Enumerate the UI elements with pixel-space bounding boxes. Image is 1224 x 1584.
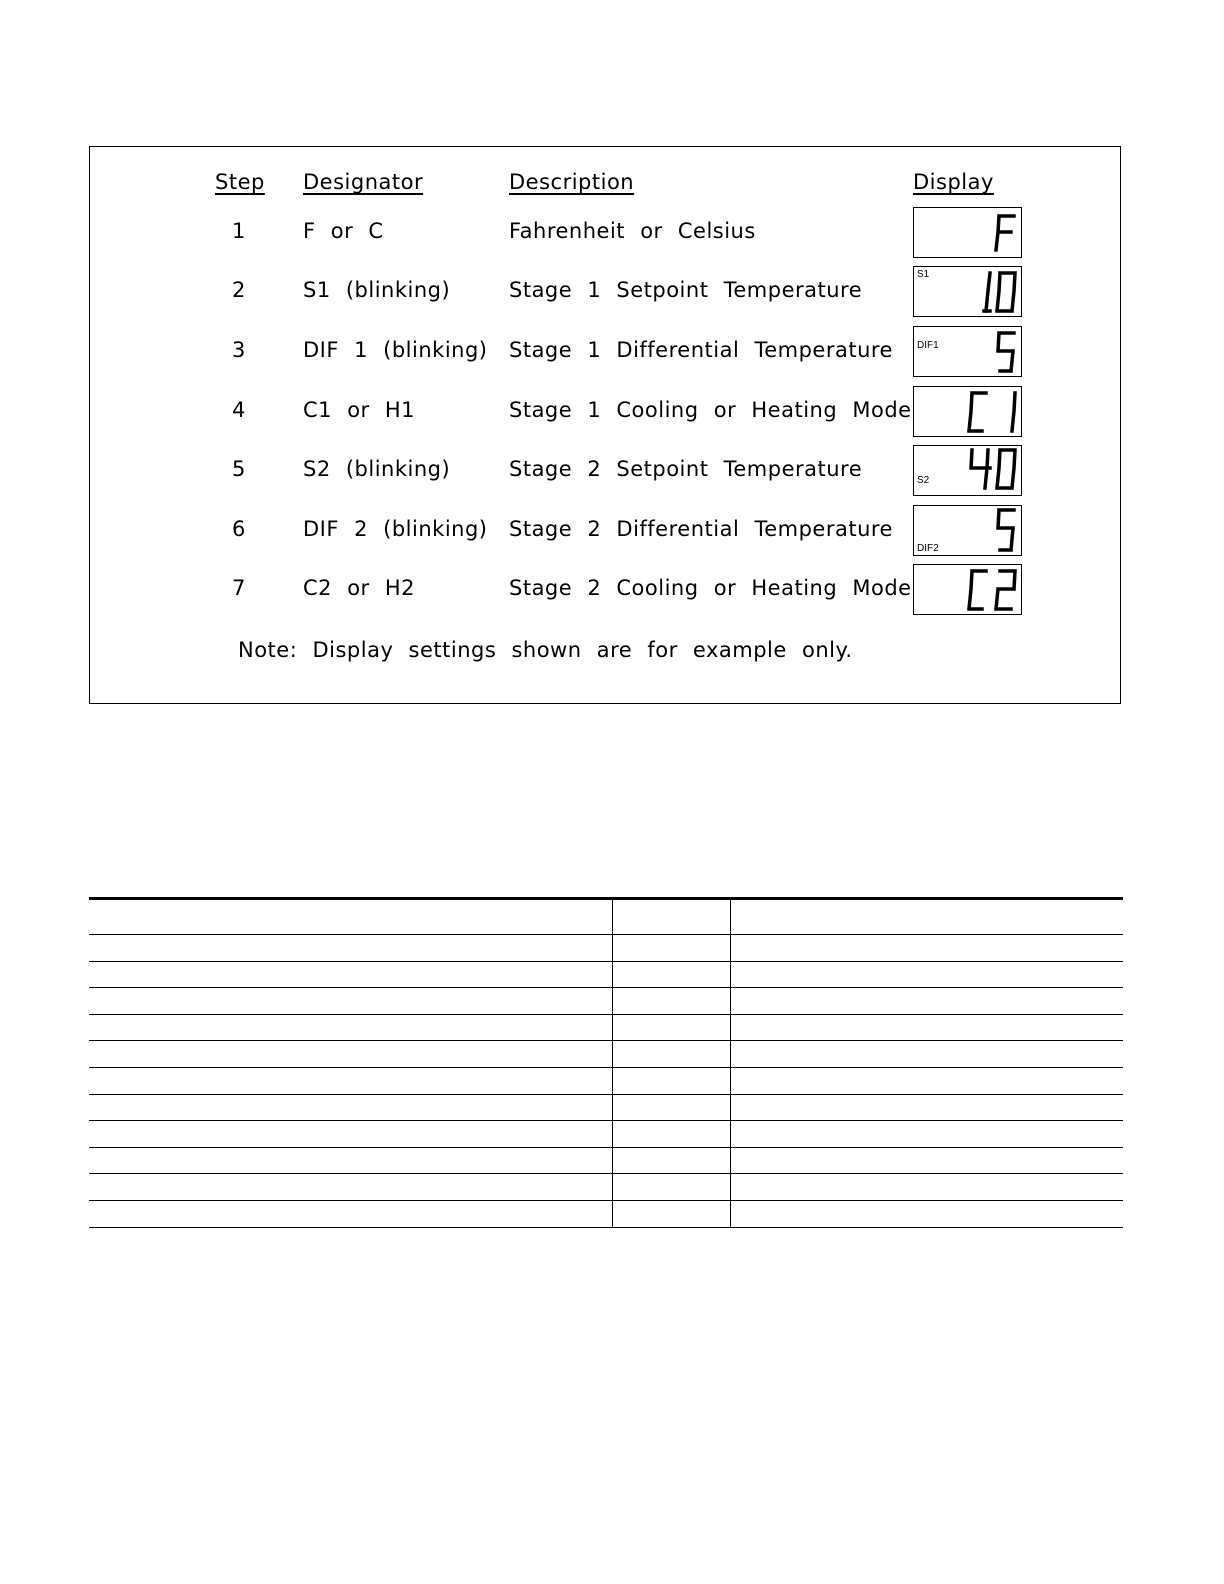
table-row <box>89 1014 1123 1041</box>
lcd-display <box>913 564 1022 615</box>
table-row <box>89 1147 1123 1174</box>
step-row <box>0 207 1224 259</box>
note-text: Note: Display settings shown are for example only. <box>238 638 853 662</box>
table-cell[interactable] <box>730 1121 1123 1148</box>
table-cell[interactable] <box>730 1014 1123 1041</box>
designator: F or C <box>303 219 384 243</box>
table-cell[interactable] <box>89 1200 612 1227</box>
step-number: 3 <box>232 338 246 362</box>
table-cell[interactable] <box>612 1200 730 1227</box>
lcd-display <box>913 266 1022 317</box>
description: Fahrenheit or Celsius <box>509 219 756 243</box>
table-cell[interactable] <box>89 1147 612 1174</box>
table-row <box>89 935 1123 962</box>
table-cell[interactable] <box>89 988 612 1015</box>
designator: S2 (blinking) <box>303 457 451 481</box>
lcd-display <box>913 326 1022 377</box>
lcd-label: S1 <box>917 269 930 280</box>
header-designator: Designator <box>303 170 424 194</box>
table-cell[interactable] <box>612 1121 730 1148</box>
lcd-display <box>913 207 1022 258</box>
lcd-label: S2 <box>917 475 930 486</box>
blank-log-table <box>89 897 1123 1228</box>
table-cell[interactable] <box>89 1067 612 1094</box>
table-cell[interactable] <box>730 1094 1123 1121</box>
table-cell[interactable] <box>89 935 612 962</box>
lcd-display <box>913 505 1022 556</box>
step-row <box>0 326 1224 378</box>
table-cell[interactable] <box>612 1174 730 1201</box>
description: Stage 2 Differential Temperature <box>509 517 893 541</box>
description: Stage 2 Setpoint Temperature <box>509 457 863 481</box>
lcd-display <box>913 386 1022 437</box>
table-cell[interactable] <box>612 935 730 962</box>
description: Stage 1 Differential Temperature <box>509 338 893 362</box>
table-row <box>89 961 1123 988</box>
table-cell[interactable] <box>89 899 612 935</box>
table-cell[interactable] <box>89 1094 612 1121</box>
table-cell[interactable] <box>612 961 730 988</box>
table-cell[interactable] <box>612 1041 730 1068</box>
step-number: 4 <box>232 398 246 422</box>
step-row <box>0 386 1224 438</box>
table-cell[interactable] <box>612 899 730 935</box>
table-cell[interactable] <box>89 1174 612 1201</box>
description: Stage 1 Setpoint Temperature <box>509 278 863 302</box>
lcd-digits-C1 <box>914 387 1020 435</box>
step-number: 2 <box>232 278 246 302</box>
table-cell[interactable] <box>730 1147 1123 1174</box>
table-cell[interactable] <box>730 1174 1123 1201</box>
table-cell[interactable] <box>89 1014 612 1041</box>
lcd-digits-F <box>914 208 1020 256</box>
table-row <box>89 1174 1123 1201</box>
table-row <box>89 1121 1123 1148</box>
table-cell[interactable] <box>730 935 1123 962</box>
lcd-digits-5 <box>914 327 1020 375</box>
table-cell[interactable] <box>89 961 612 988</box>
table-cell[interactable] <box>730 988 1123 1015</box>
table-row <box>89 1041 1123 1068</box>
table-cell[interactable] <box>730 899 1123 935</box>
designator: DIF 1 (blinking) <box>303 338 488 362</box>
table-cell[interactable] <box>730 961 1123 988</box>
designator: S1 (blinking) <box>303 278 451 302</box>
lcd-digits-5 <box>914 506 1020 554</box>
header-description: Description <box>509 170 635 194</box>
table-cell[interactable] <box>612 988 730 1015</box>
table-cell[interactable] <box>612 1067 730 1094</box>
table-cell[interactable] <box>89 1041 612 1068</box>
table-row <box>89 988 1123 1015</box>
step-row <box>0 505 1224 557</box>
lcd-label: DIF2 <box>917 543 939 554</box>
step-row <box>0 564 1224 616</box>
step-row <box>0 266 1224 318</box>
table-cell[interactable] <box>730 1041 1123 1068</box>
step-row <box>0 445 1224 497</box>
table-cell[interactable] <box>730 1067 1123 1094</box>
step-number: 1 <box>232 219 246 243</box>
step-number: 7 <box>232 576 246 600</box>
designator: C2 or H2 <box>303 576 416 600</box>
table-row <box>89 1200 1123 1227</box>
lcd-digits-10 <box>914 267 1020 315</box>
description: Stage 2 Cooling or Heating Mode <box>509 576 912 600</box>
table-cell[interactable] <box>612 1014 730 1041</box>
description: Stage 1 Cooling or Heating Mode <box>509 398 912 422</box>
designator: DIF 2 (blinking) <box>303 517 488 541</box>
header-display: Display <box>913 170 994 194</box>
step-number: 6 <box>232 517 246 541</box>
header-step: Step <box>215 170 265 194</box>
table-cell[interactable] <box>730 1200 1123 1227</box>
table-row <box>89 899 1123 935</box>
designator: C1 or H1 <box>303 398 416 422</box>
table-row <box>89 1067 1123 1094</box>
lcd-display <box>913 445 1022 496</box>
table-cell[interactable] <box>612 1147 730 1174</box>
table-cell[interactable] <box>612 1094 730 1121</box>
lcd-digits-C2 <box>914 565 1020 613</box>
table-cell[interactable] <box>89 1121 612 1148</box>
table-row <box>89 1094 1123 1121</box>
lcd-digits-40 <box>914 446 1020 494</box>
step-number: 5 <box>232 457 246 481</box>
lcd-label: DIF1 <box>917 340 939 351</box>
